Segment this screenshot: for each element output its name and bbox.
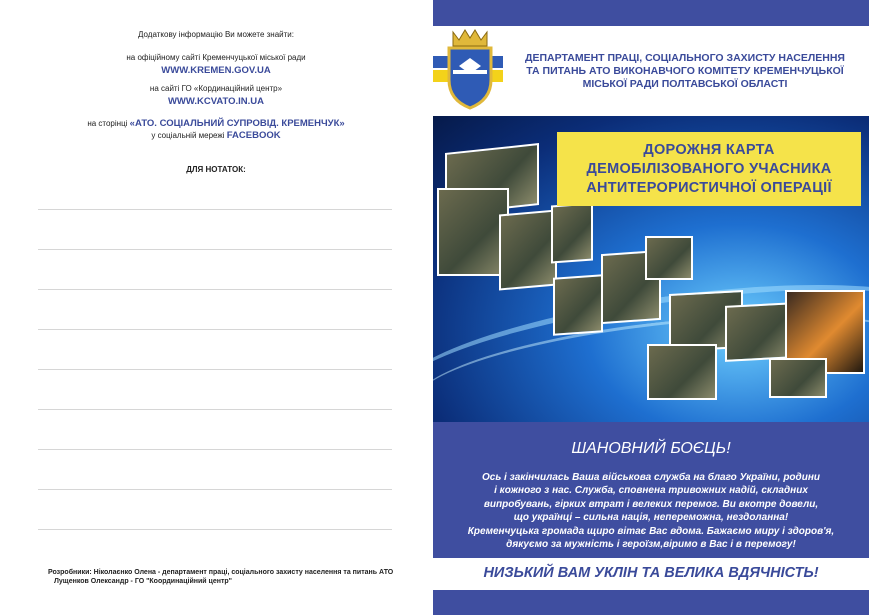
credits (48, 568, 398, 586)
site1-label: на офіційному сайті Кременчуцької міської ради (126, 53, 306, 62)
photo-soldiers (553, 274, 603, 335)
message-line: Кременчуцька громада щиро вітає Вас вдома. Бажаємо миру і здоров'я, (467, 525, 835, 537)
title-banner (557, 132, 861, 206)
photo-soldiers (499, 209, 557, 290)
thanks-text: НИЗЬКИЙ ВАМ УКЛІН ТА ВЕЛИКА ВДЯЧНІСТЬ! (483, 565, 819, 581)
note-line (38, 289, 392, 290)
site2-link[interactable]: WWW.KCVATO.IN.UA (167, 96, 265, 107)
site1-link[interactable]: WWW.KREMEN.GOV.UA (161, 65, 271, 76)
note-line (38, 249, 392, 250)
department-line: МІСЬКОЇ РАДИ ПОЛТАВСЬКОЇ ОБЛАСТІ (582, 78, 788, 90)
photo-soldier-portrait (769, 358, 827, 398)
message-line: і кожного з нас. Служба, сповнена тривожних надій, складних (494, 485, 808, 497)
department-line: ДЕПАРТАМЕНТ ПРАЦІ, СОЦІАЛЬНОГО ЗАХИСТУ НАСЕЛЕННЯ (525, 52, 845, 64)
social-line (0, 130, 432, 141)
brochure-title (557, 141, 861, 198)
title-line: ДЕМОБІЛІЗОВАНОГО УЧАСНИКА (586, 161, 832, 177)
credits-line-2: Лущенков Олександр - ГО "Координаційний центр" (54, 578, 232, 585)
info-intro: Додаткову інформацію Ви можете знайти: (138, 30, 294, 39)
department-line: ТА ПИТАНЬ АТО ВИКОНАВЧОГО КОМІТЕТУ КРЕМЕНЧУЦЬКОЇ (526, 65, 844, 77)
coat-of-arms-icon (443, 28, 497, 110)
note-line (38, 209, 392, 210)
message-line: випробувань, гірких втрат і велеких перемог. Ви вкотре довели, (483, 498, 819, 510)
message-line: що українці – сильна нація, непереможна, нездоланна! (513, 512, 789, 524)
photo-soldiers (645, 236, 693, 280)
message (441, 471, 861, 551)
social-label: у соціальній мережі (151, 131, 225, 140)
page-line (0, 118, 432, 129)
front-cover (433, 0, 869, 615)
hero-collage (433, 116, 869, 422)
header (433, 26, 869, 116)
notes-title: ДЛЯ НОТАТОК: (186, 165, 246, 174)
department-name (505, 52, 865, 91)
greeting: ШАНОВНИЙ БОЄЦЬ! (571, 440, 731, 457)
photo-soldiers (647, 344, 717, 400)
title-line: ДОРОЖНЯ КАРТА (643, 142, 775, 158)
page-name[interactable]: «АТО. СОЦІАЛЬНИЙ СУПРОВІД. КРЕМЕНЧУК» (129, 118, 345, 129)
title-line: АНТИТЕРОРИСТИЧНОЇ ОПЕРАЦІЇ (586, 180, 832, 196)
thanks-banner (433, 558, 869, 590)
back-cover (0, 0, 432, 615)
note-line (38, 449, 392, 450)
note-line (38, 329, 392, 330)
site2-label: на сайті ГО «Кординаційний центр» (149, 84, 283, 93)
note-line (38, 369, 392, 370)
credits-line-1: Розробники: Ніколаєнко Олена - департамент праці, соціального захисту населення та питань АТО (48, 569, 394, 576)
social-name[interactable]: FACEBOOK (226, 130, 281, 141)
message-line: дякуємо за мужність і героїзм,віримо в Вас і в перемогу! (506, 539, 796, 551)
note-line (38, 409, 392, 410)
note-line (38, 489, 392, 490)
note-line (38, 529, 392, 530)
message-line: Ось і закінчилась Ваша військова служба на благо України, родини (482, 472, 820, 483)
photo-soldiers (551, 203, 593, 264)
page-label: на сторінці (87, 119, 128, 128)
